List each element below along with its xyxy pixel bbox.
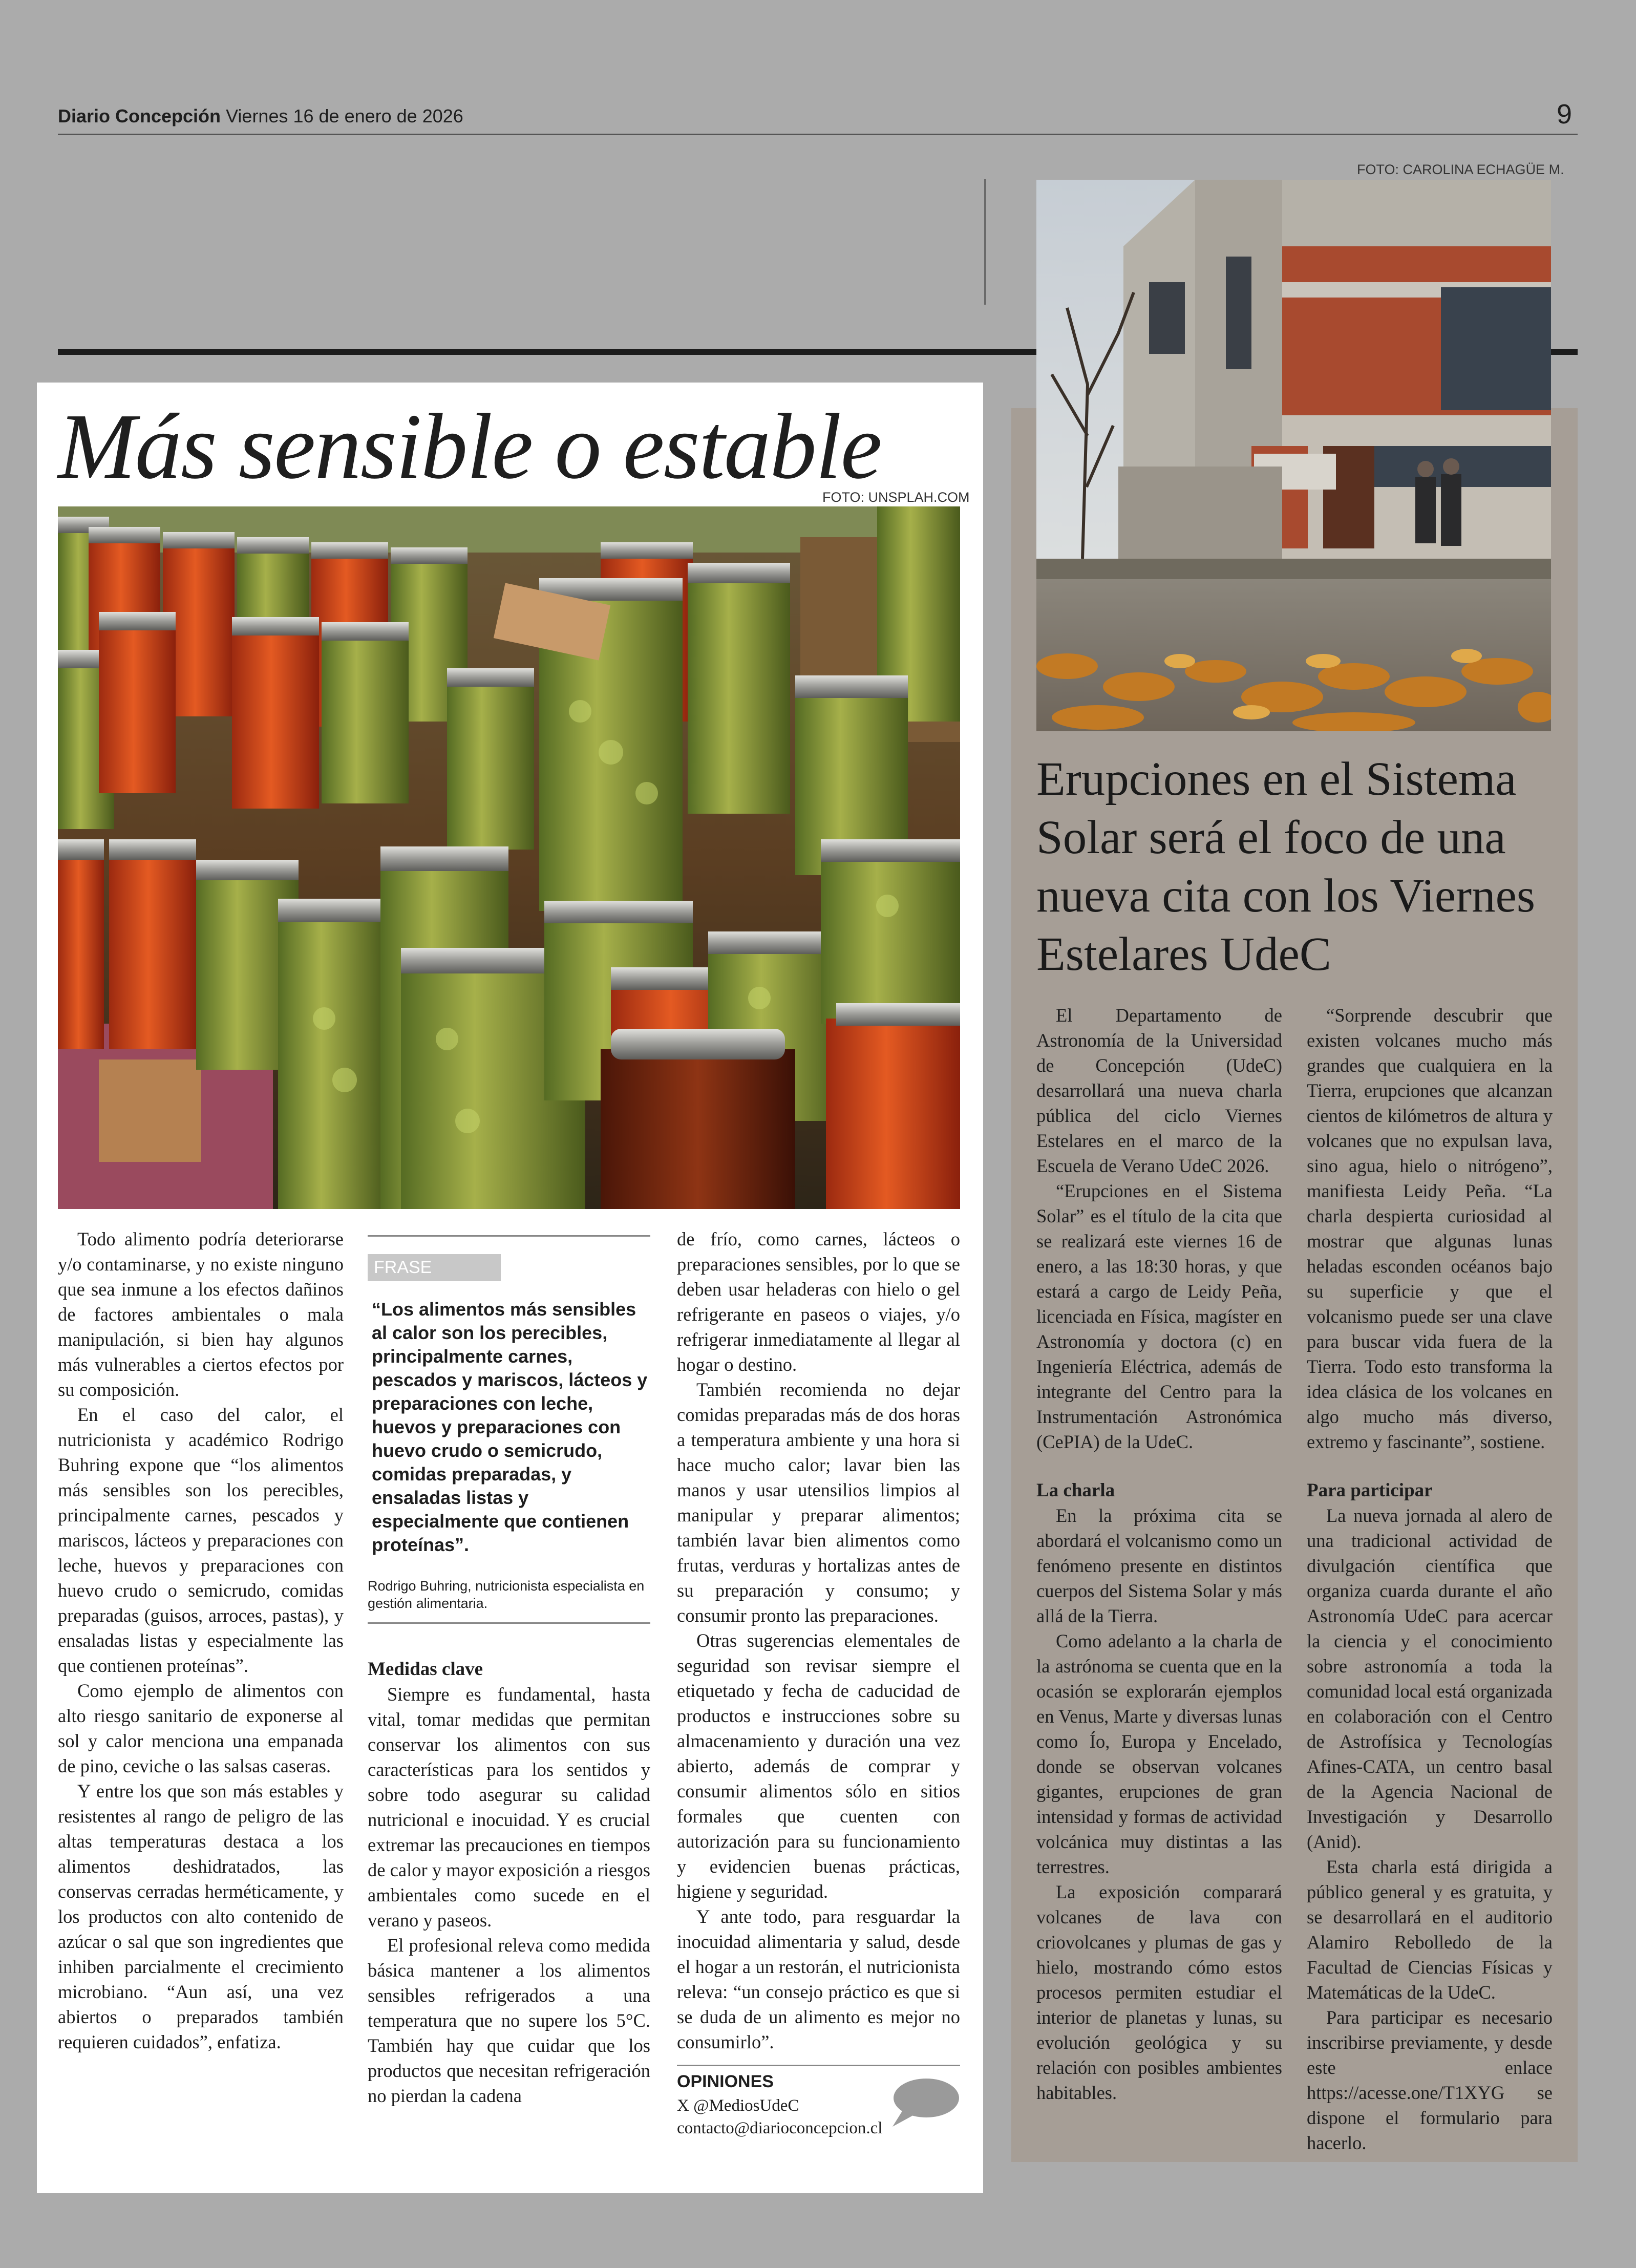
- paragraph: Esta charla está dirigida a público general y es gratuita, y se desarrollará en el auditorio Alamiro Rebolledo de la Facultad de Ciencias Físicas y Matemáticas de la UdeC.: [1307, 1856, 1553, 2003]
- paragraph: El Departamento de Astronomía de la Universidad de Concepción (UdeC) desarrollará una nueva charla pública del ciclo Viernes Estelares en el marco de la Escuela de Verano UdeC 2026.: [1036, 1005, 1282, 1176]
- paragraph: Otras sugerencias elementales de seguridad son revisar siempre el etiquetado y fecha de caducidad de productos e instrucciones sobre su almacenamiento y duración una vez abierto, además de comprar y consumir alimentos sólo en sitios formales que cuenten con autorización para su funcionamiento y evidencien buenas prácticas, higiene y seguridad.: [677, 1630, 960, 1902]
- speech-bubble-icon: [887, 2076, 960, 2128]
- paragraph: En el caso del calor, el nutricionista y académico Rodrigo Buhring expone que “los alimentos más sensibles son los perecibles, principalmente carnes, pescados y mariscos, lácteos y preparaciones con leche, huevos y preparaciones con huevo crudo o semicrudo, comidas preparadas (guisos, arroces, pastas), y ensaladas listas y especialmente las que contienen proteínas”.: [58, 1404, 344, 1676]
- article-column-1: [1036, 1003, 1282, 2105]
- issue-date: Viernes 16 de enero de 2026: [226, 105, 463, 126]
- pickle-jars-photo: [58, 506, 960, 1209]
- paragraph: La nueva jornada al alero de una tradicional actividad de divulgación científica que organiza cuarda durante el año Astronomía UdeC para acercar la ciencia y el conocimiento sobre astronomía a toda la comunidad local está organizada en colaboración con el Centro de Astrofísica y Tecnologías Afines-CATA, un centro basal de la Agencia Nacional de Investigación y Desarrollo (Anid).: [1307, 1505, 1553, 1852]
- paragraph: Y entre los que son más estables y resistentes al rango de peligro de las altas temperaturas destaca a los alimentos deshidratados, las conservas cerradas herméticamente, y los productos con alto contenido de azúcar o sal que son ingredientes que inhiben parcialmente el crecimiento microbiano. “Aun así, una vez abiertos o preparados también requieren cuidados”, enfatiza.: [58, 1781, 344, 2052]
- contact-email[interactable]: contacto@diarioconcepcion.cl: [677, 2119, 883, 2137]
- opinions-title: OPINIONES: [677, 2072, 774, 2091]
- photo-credit: FOTO: UNSPLAH.COM: [822, 490, 970, 505]
- photo-credit: FOTO: CAROLINA ECHAGÜE M.: [1357, 162, 1564, 177]
- paragraph: Para participar es necesario inscribirse previamente, y desde este enlace https://acesse.one/T1XYG se dispone el formulario para hacerlo.: [1307, 2007, 1553, 2153]
- paragraph: “Sorprende descubrir que existen volcanes mucho más grandes que cualquiera en la Tierra, erupciones que alcanzan cientos de kilómetros de altura y volcanes que no expulsan lava, sino agua, hielo o nitrógeno”, manifiesta Leidy Peña. “La charla despierta curiosidad al mostrar que algunas lunas heladas esconden océanos bajo su superficie y que el volcanismo puede ser una clave para buscar vida fuera de la Tierra. Todo esto transforma la idea clásica de los volcanes en algo mucho más diverso, extremo y fascinante”, sostiene.: [1307, 1005, 1553, 1452]
- paragraph: Todo alimento podría deteriorarse y/o contaminarse, y no existe ninguno que sea inmune a los efectos dañinos de factores ambientales o mala manipulación, si bien hay algunos más vulnerables a ciertos efectos por su composición.: [58, 1228, 344, 1400]
- social-handle[interactable]: X @MediosUdeC: [677, 2096, 799, 2115]
- paragraph: Y ante todo, para resguardar la inocuidad alimentaria y salud, desde el hogar a un restorán, el nutricionista releva: “un consejo práctico es que si se duda de un alimento es mejor no consumirlo”.: [677, 1906, 960, 2052]
- paragraph: Como adelanto a la charla de la astrónoma se cuenta que en la ocasión se explorarán ejemplos en Venus, Marte y diversas lunas como Ío, Europa y Encelado, donde se observan volcanes gigantes, erupciones de gran intensidad y formas de actividad volcánica muy distintas a las terrestres.: [1036, 1630, 1282, 1877]
- paragraph: En la próxima cita se abordará el volcanismo como un fenómeno presente en distintos cuerpos del Sistema Solar y más allá de la Tierra.: [1036, 1505, 1282, 1626]
- quote-label: FRASE: [368, 1254, 501, 1281]
- page-number: 9: [1557, 99, 1573, 130]
- article-headline: Erupciones en el Sistema Solar será el foco de una nueva cita con los Viernes Estelares UdeC: [1036, 753, 1536, 981]
- article-column-3: [677, 1226, 960, 2139]
- astronomy-building-photo: [1036, 180, 1551, 731]
- paragraph: La exposición comparará volcanes de lava con criovolcanes y plumas de gas y hielo, mostrando cómo estos procesos permiten estudiar el interior de planetas y lunas, su evolución geológica y su relación con posibles ambientes habitables.: [1036, 1881, 1282, 2103]
- article-headline: Más sensible o estable: [58, 394, 881, 498]
- article-column-2: [1307, 1003, 1553, 2155]
- quote-author: Rodrigo Buhring, nutricionista especialista en gestión alimentaria.: [368, 1578, 645, 1611]
- publication-name: Diario Concepción: [58, 105, 221, 126]
- opinions-box: [677, 2065, 960, 2139]
- subhead: Medidas clave: [368, 1659, 483, 1680]
- article-column-2: [368, 1235, 650, 2108]
- quote-text: “Los alimentos más sensibles al calor son los perecibles, principalmente carnes, pescados y mariscos, lácteos y preparaciones con leche, huevos y preparaciones con huevo crudo o semicrudo, comidas preparadas, y ensaladas listas y especialmente que contienen proteínas”.: [372, 1299, 648, 1555]
- paragraph: “Erupciones en el Sistema Solar” es el título de la cita que se realizará este viernes 16 de enero, a las 18:30 horas, y que estará a cargo de Leidy Peña, licenciada en Física, magíster en Astronomía y doctora (c) en Ingeniería Eléctrica, además de integrante del Centro para la Instrumentación Astronómica (CePIA) de la UdeC.: [1036, 1180, 1282, 1452]
- pull-quote: [368, 1235, 650, 1624]
- paragraph: Siempre es fundamental, hasta vital, tomar medidas que permitan conservar los alimentos con sus características para los sentidos y sobre todo asegurar su calidad nutricional e inocuidad. Y es crucial extremar las precauciones en tiempos de calor y mayor exposición a riesgos ambientales como sucede en el verano y paseos.: [368, 1684, 650, 1931]
- article-column-1: [58, 1226, 344, 2054]
- subhead: Para participar: [1307, 1480, 1433, 1501]
- paragraph: El profesional releva como medida básica mantener a los alimentos sensibles refrigerados a una temperatura que no supere los 5°C. También hay que cuidar que los productos que necesitan refrigeración no pierdan la cadena: [368, 1935, 650, 2106]
- paragraph: de frío, como carnes, lácteos o preparaciones sensibles, por lo que se deben usar heladeras con hielo o gel refrigerante en paseos o viajes, y/o refrigerar inmediatamente al llegar al hogar o destino.: [677, 1228, 960, 1375]
- column-divider: [984, 179, 986, 305]
- paragraph: También recomienda no dejar comidas preparadas más de dos horas a temperatura ambiente y una hora si hace mucho calor; lavar bien las manos y usar utensilios limpios al manipular y preparar alimentos; también lavar bien alimentos como frutas, verduras y hortalizas antes de su preparación y consumo; y consumir pronto las preparaciones.: [677, 1379, 960, 1626]
- paragraph: Como ejemplo de alimentos con alto riesgo sanitario de exponerse al sol y calor menciona una empanada de pino, ceviche o las salsas caseras.: [58, 1680, 344, 1776]
- header-rule: [58, 134, 1578, 135]
- subhead: La charla: [1036, 1480, 1115, 1501]
- masthead: [58, 105, 463, 127]
